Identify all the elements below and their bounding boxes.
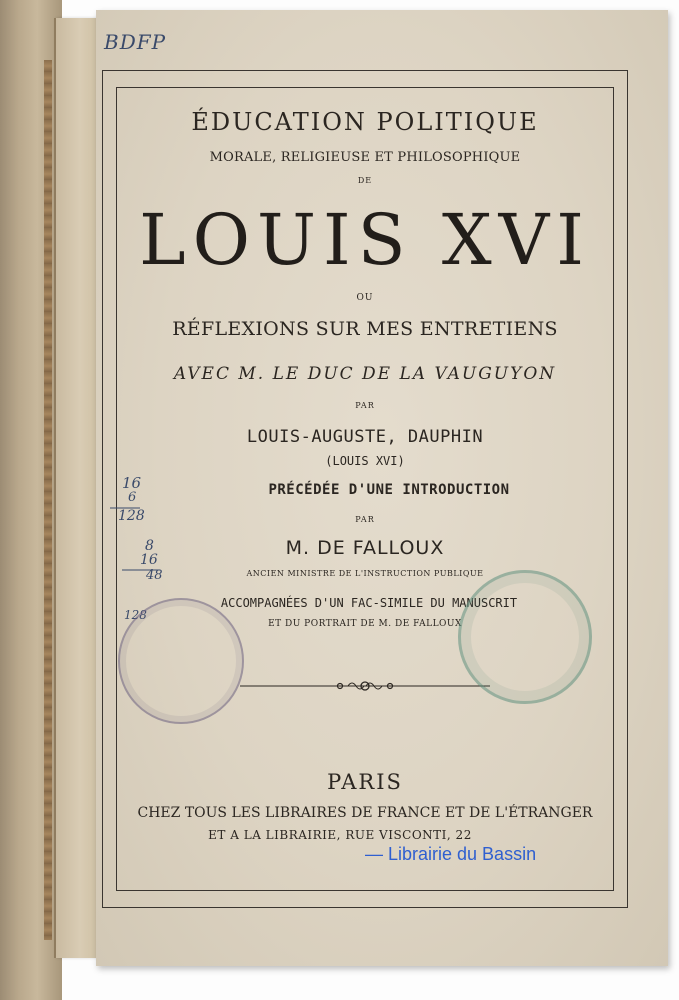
margin-note-5: 16 <box>140 552 158 568</box>
city: PARIS <box>327 770 403 794</box>
title-line-1: ÉDUCATION POLITIQUE <box>191 108 539 136</box>
seller-watermark: — Librairie du Bassin <box>365 844 537 864</box>
par-label-2: PAR <box>355 515 375 524</box>
author: LOUIS-AUGUSTE, DAUPHIN <box>246 427 484 447</box>
margin-note-lines <box>110 500 170 580</box>
introducer-title: ANCIEN MINISTRE DE L'INSTRUCTION PUBLIQUE <box>246 569 484 578</box>
par-label-1: PAR <box>355 401 375 410</box>
margin-note-7: 128 <box>124 608 147 622</box>
library-stamp-left <box>118 598 244 724</box>
margin-note-1: 16 <box>122 474 142 492</box>
title-line-2: MORALE, RELIGIEUSE ET PHILOSOPHIQUE <box>209 150 521 165</box>
handwritten-mark: BDFP <box>104 30 167 54</box>
facsimile-line: ACCOMPAGNÉES D'UN FAC-SIMILE DU MANUSCRIT <box>220 596 518 610</box>
book-binding <box>0 0 62 1000</box>
title-or: OU <box>356 293 374 303</box>
margin-note-4: 8 <box>145 538 154 554</box>
margin-note-3: 128 <box>118 508 145 524</box>
publisher-line: CHEZ TOUS LES LIBRAIRES DE FRANCE ET DE L'ÉTRANGER <box>137 805 593 821</box>
ornamental-rule <box>240 676 490 696</box>
author-note: (LOUIS XVI) <box>325 454 405 468</box>
portrait-line: ET DU PORTRAIT DE M. DE FALLOUX <box>268 619 462 629</box>
library-stamp-right <box>458 570 592 704</box>
title-line-3: DE <box>357 176 373 185</box>
introducer: M. DE FALLOUX <box>285 537 445 559</box>
margin-note-2: 6 <box>128 490 137 505</box>
main-title: LOUIS XVI <box>139 199 591 281</box>
margin-note-6: 48 <box>146 568 163 583</box>
binding-edge <box>44 60 52 940</box>
subtitle: RÉFLEXIONS SUR MES ENTRETIENS <box>172 318 558 340</box>
preface-line: PRÉCÉDÉE D'UNE INTRODUCTION <box>268 482 510 498</box>
address-line: ET A LA LIBRAIRIE, RUE VISCONTI, 22 <box>208 828 472 842</box>
subtitle-2: AVEC M. LE DUC DE LA VAUGUYON <box>173 364 557 384</box>
